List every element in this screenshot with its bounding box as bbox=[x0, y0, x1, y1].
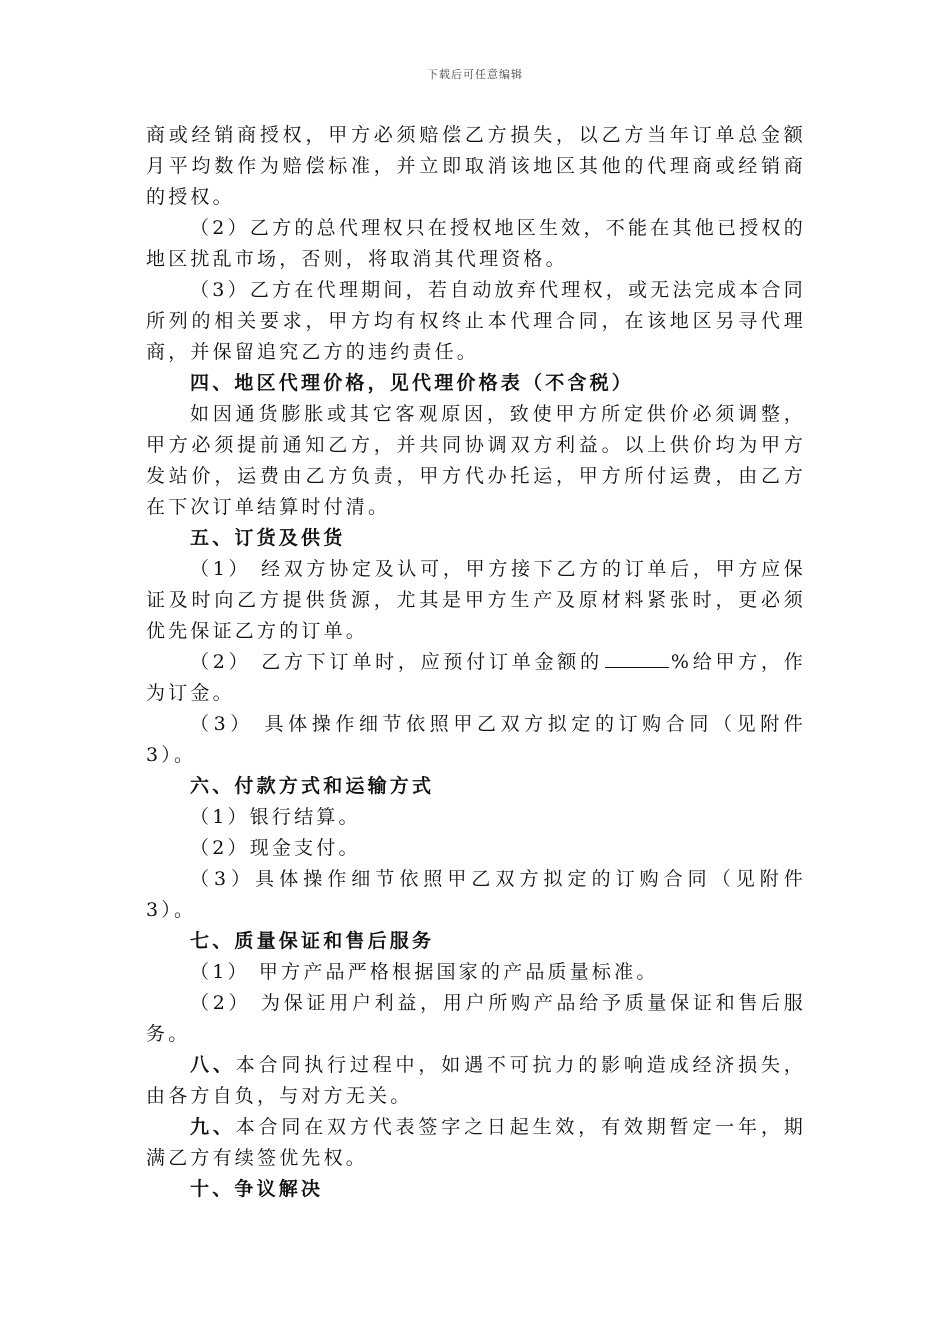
heading-section-6: 六、付款方式和运输方式 bbox=[190, 775, 435, 797]
section-8-label: 八、 bbox=[190, 1054, 236, 1076]
paragraph-compensation: 商或经销商授权，甲方必须赔偿乙方损失，以乙方当年订单总金额月平均数作为赔偿标准，并立即取消该地区其他的代理商或经销商的授权。 bbox=[146, 124, 806, 208]
deposit-percent-blank bbox=[605, 647, 669, 668]
paragraph-section-9 bbox=[146, 1112, 806, 1174]
paragraph-quality-1: （1） 甲方产品严格根据国家的产品质量标准。 bbox=[190, 961, 659, 983]
paragraph-ordering-2 bbox=[146, 647, 806, 709]
section-9-label: 九、 bbox=[190, 1116, 236, 1138]
paragraph-payment-2: （2）现金支付。 bbox=[190, 837, 361, 859]
heading-section-7: 七、质量保证和售后服务 bbox=[190, 930, 435, 952]
heading-section-10: 十、争议解决 bbox=[190, 1178, 324, 1200]
paragraph-ordering-1: （1） 经双方协定及认可，甲方接下乙方的订单后，甲方应保证及时向乙方提供货源，尤其是甲方生产及原材料紧张时，更必须优先保证乙方的订单。 bbox=[146, 558, 806, 642]
ordering-2-text-a: （2） 乙方下订单时，应预付订单金额的 bbox=[190, 651, 603, 673]
paragraph-quality-2: （2） 为保证用户利益，用户所购产品给予质量保证和售后服务。 bbox=[146, 992, 806, 1045]
paragraph-agency-termination: （3）乙方在代理期间，若自动放弃代理权，或无法完成本合同所列的相关要求，甲方均有权终止本代理合同，在该地区另寻代理商，并保留追究乙方的违约责任。 bbox=[146, 279, 806, 363]
heading-section-5: 五、订货及供货 bbox=[190, 527, 346, 549]
paragraph-agency-scope: （2）乙方的总代理权只在授权地区生效，不能在其他已授权的地区扰乱市场，否则，将取消其代理资格。 bbox=[146, 217, 806, 270]
paragraph-payment-3: （3）具体操作细节依照甲乙双方拟定的订购合同（见附件3）。 bbox=[146, 868, 806, 921]
paragraph-section-8 bbox=[146, 1050, 806, 1112]
ordering-2-text-b: %给甲方，作为订金。 bbox=[146, 651, 806, 704]
section-8-text: 本合同执行过程中，如遇不可抗力的影响造成经济损失，由各方自负，与对方无关。 bbox=[146, 1054, 806, 1107]
paragraph-payment-1: （1）银行结算。 bbox=[190, 806, 361, 828]
section-9-text: 本合同在双方代表签字之日起生效，有效期暂定一年，期满乙方有续签优先权。 bbox=[146, 1116, 806, 1169]
document-body bbox=[146, 120, 806, 1205]
paragraph-ordering-3: （3） 具体操作细节依照甲乙双方拟定的订购合同（见附件3）。 bbox=[146, 713, 806, 766]
page-header-note: 下载后可任意编辑 bbox=[427, 68, 523, 81]
paragraph-pricing: 如因通货膨胀或其它客观原因，致使甲方所定供价必须调整，甲方必须提前通知乙方，并共同协调双方利益。以上供价均为甲方发站价，运费由乙方负责，甲方代办托运，甲方所付运费，由乙方在下次订单结算时付清。 bbox=[146, 403, 806, 518]
heading-section-4: 四、地区代理价格，见代理价格表（不含税） bbox=[190, 372, 635, 394]
